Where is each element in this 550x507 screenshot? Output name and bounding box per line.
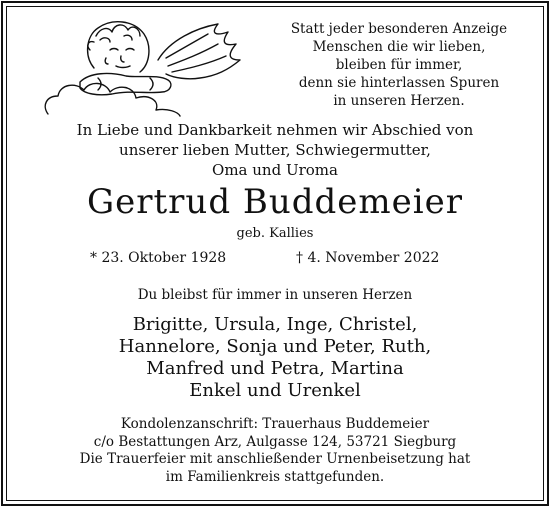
intro-verse-line: denn sie hinterlassen Spuren: [298, 75, 500, 91]
farewell-line: In Liebe und Dankbarkeit nehmen wir Abschied von: [76, 121, 474, 139]
mourners-list: [14, 314, 536, 402]
ceremony-note: im Familienkreis stattgefunden.: [165, 468, 385, 485]
intro-verse-line: in unseren Herzen.: [333, 93, 465, 109]
deceased-name: Gertrud Buddemeier: [86, 182, 464, 222]
death-date: † 4. November 2022: [296, 250, 440, 266]
maiden-name: geb. Kallies: [236, 226, 314, 241]
mourners-line: Brigitte, Ursula, Inge, Christel,: [132, 314, 418, 335]
farewell-line: Oma und Uroma: [212, 161, 338, 179]
cherub-illustration-icon: [40, 10, 250, 118]
intro-verse-line: Statt jeder besonderen Anzeige: [290, 21, 508, 37]
mourners-line: Enkel und Urenkel: [189, 380, 361, 401]
intro-verse: [268, 20, 530, 110]
intro-verse-line: Menschen die wir lieben,: [312, 39, 486, 55]
footer-info: [14, 416, 536, 486]
birth-date: * 23. Oktober 1928: [90, 250, 227, 266]
funeral-home-address: c/o Bestattungen Arz, Aulgasse 124, 53721 Siegburg: [93, 433, 457, 450]
farewell-line: unserer lieben Mutter, Schwiegermutter,: [119, 141, 431, 159]
motto: Du bleibst für immer in unseren Herzen: [137, 287, 413, 303]
intro-verse-line: bleiben für immer,: [335, 57, 463, 73]
condolence-address: Kondolenzanschrift: Trauerhaus Buddemeier: [120, 416, 430, 432]
mourners-line: Hannelore, Sonja und Peter, Ruth,: [118, 336, 432, 357]
farewell-text: [14, 120, 536, 180]
ceremony-note: Die Trauerfeier mit anschließender Urnenbeisetzung hat: [79, 451, 471, 467]
mourners-line: Manfred und Petra, Martina: [146, 358, 404, 379]
